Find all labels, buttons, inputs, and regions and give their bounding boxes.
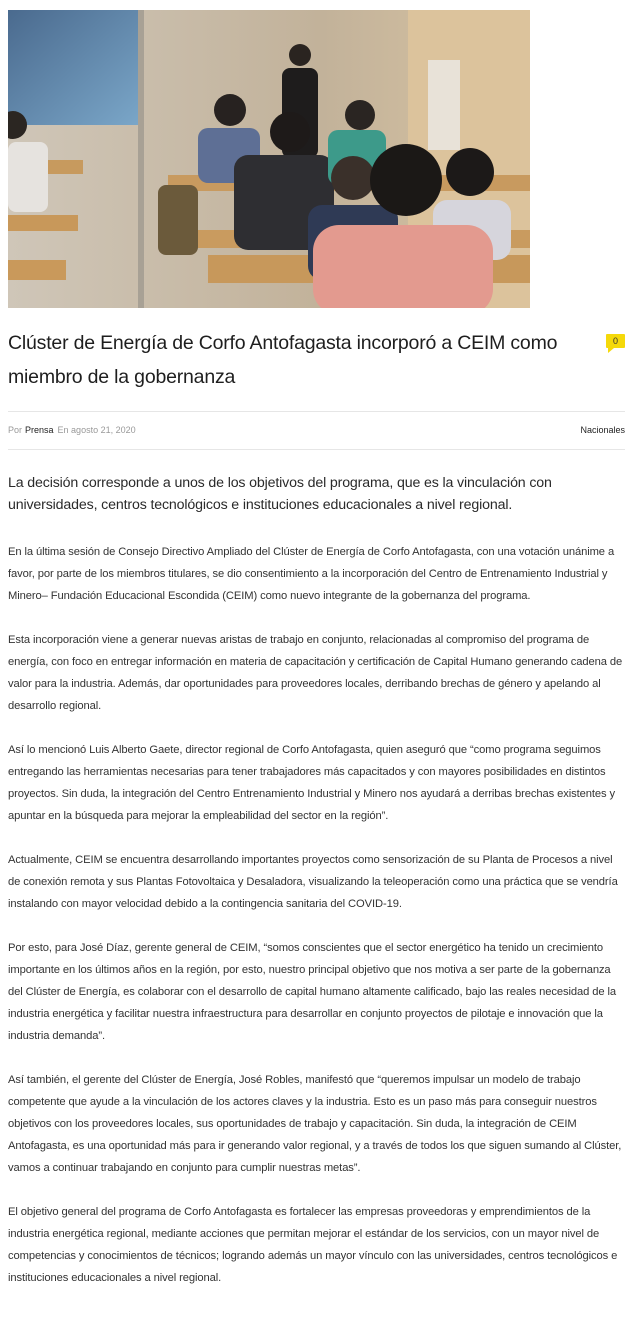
article-paragraph: Así lo mencionó Luis Alberto Gaete, director regional de Corfo Antofagasta, quien aseguró que “como programa seguimos entregando las herramientas necesarias para tener trabajadores más capacitados y con mayores posibilidades en distintos proyectos. Sin duda, la integración del Centro Entrenamiento Industrial y Minero nos ayudará a derribas brechas existentes y apuntar en la búsqueda para mejorar la empleabilidad del sector en la región”. — [8, 744, 615, 822]
article-paragraph: Así también, el gerente del Clúster de Energía, José Robles, manifestó que “queremos impulsar un modelo de trabajo competente que ayude a la vinculación de los actores claves y la industria. Esto es un paso más para conseguir nuestros objetivos con los proveedores locales, sus oportunidades de trabajo y capacitación. Sin duda, la integración de CEIM Antofagasta, es una oportunidad más para ir generando valor regional, y a través de todos los que siguen sumando al Clúster, vamos a continuar trabajando en conjunto para cumplir nuestras metas”. — [8, 1074, 622, 1174]
article-lead: La decisión corresponde a unos de los objetivos del programa, que es la vinculación con universidades, centros tecnológicos e instituciones educacionales a nivel regional. — [8, 475, 552, 513]
article-hero-image — [8, 10, 530, 308]
classroom-photo — [8, 10, 530, 308]
article-meta — [8, 411, 625, 450]
article-paragraph: Por esto, para José Díaz, gerente general de CEIM, “somos conscientes que el sector energético ha tenido un crecimiento importante en los últimos años en la región, por esto, nuestro principal objetivo que nos motiva a ser parte de la gobernanza del Clúster de Energía, es colaborar con el desarrollo de capital humano altamente calificado, bajo las reales necesidad de la industria energética y facilitar nuestra infraestructura para desarrollar en conjunto proyectos de pilotaje e innovación que la industria demanda”. — [8, 942, 617, 1042]
category-link[interactable]: Nacionales — [580, 425, 625, 435]
publish-date: En agosto 21, 2020 — [57, 425, 136, 435]
article-paragraph: Esta incorporación viene a generar nuevas aristas de trabajo en conjunto, relacionadas al compromiso del programa de energía, con foco en entregar información en materia de capacitación y certificación de Capital Humano generando cadena de valor para la industria. Además, dar oportunidades para proveedores locales, derribando brechas de género y apelando al desarrollo regional. — [8, 634, 623, 712]
article-paragraph: Actualmente, CEIM se encuentra desarrollando importantes proyectos como sensorización de su Planta de Procesos a nivel de conexión remota y sus Plantas Fotovoltaica y Desaladora, visualizando la teleoperación como una práctica que se vendría instalando con mayor velocidad debido a la contingencia sanitaria del COVID-19. — [8, 854, 618, 910]
article-paragraph: En la última sesión de Consejo Directivo Ampliado del Clúster de Energía de Corfo Antofagasta, con una votación unánime a favor, por parte de los miembros titulares, se dio consentimiento a la incorporación del Centro de Entrenamiento Industrial y Minero– Fundación Educacional Escondida (CEIM) como nuevo integrante de la gobernanza del programa. — [8, 546, 615, 602]
comment-count-badge[interactable] — [606, 334, 625, 348]
comment-count: 0 — [612, 336, 618, 346]
article-paragraph: El objetivo general del programa de Corfo Antofagasta es fortalecer las empresas proveedoras y emprendimientos de la industria energética regional, mediante acciones que permitan mejorar el estándar de los servicios, con un mayor nivel de competencias y conocimientos de técnicos; logrando además un mayor vínculo con las universidades, centros tecnológicos e instituciones educacionales a nivel regional. — [8, 1206, 618, 1284]
article-body — [8, 541, 625, 1311]
article-title: Clúster de Energía de Corfo Antofagasta incorporó a CEIM como miembro de la gobernanza — [8, 332, 558, 388]
author-link[interactable]: Prensa — [25, 425, 54, 435]
byline-label: Por — [8, 425, 23, 435]
